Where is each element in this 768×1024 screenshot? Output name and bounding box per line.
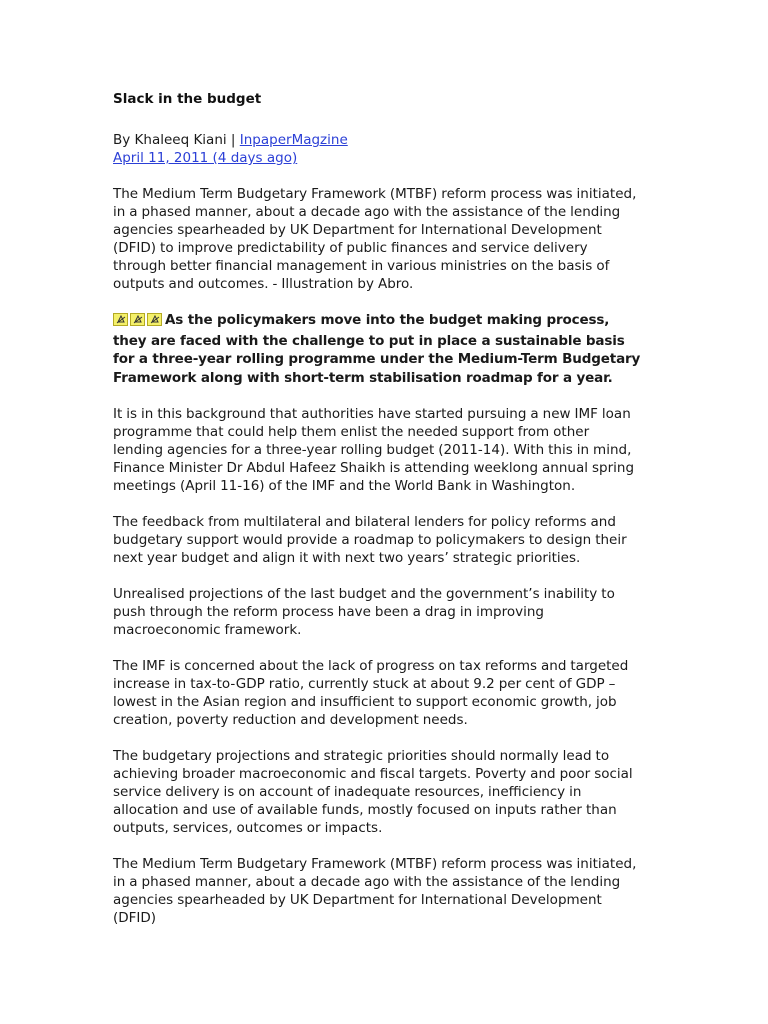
body-paragraph: It is in this background that authorities have started pursuing a new IMF loan programme that could help them enlist the needed support from other lending agencies for a three-year rolling budget (2011-14). With this in mind, Finance Minister Dr Abdul Hafeez Shaikh is attending weeklong annual spring meetings (April 11-16) of the IMF and the World Bank in Washington. [113,406,635,494]
intro-paragraph: The Medium Term Budgetary Framework (MTBF) reform process was initiated, in a phased manner, about a decade ago with the assistance of the lending agencies spearheaded by UK Department for International Development (DFID) to improve predictability of public finances and service delivery through better financial management in various ministries on the basis of outputs and outcomes. - Illustration by Abro. [113,186,637,292]
lead-text: As the policymakers move into the budget making process, they are faced with the challenge to put in place a sustainable basis for a three-year rolling programme under the Medium-Term Budgetary Framework along with short-term stabilisation roadmap for a year. [113,312,641,386]
byline-source-link[interactable]: InpaperMagzine [239,132,348,148]
body-paragraph: The feedback from multilateral and bilateral lenders for policy reforms and budgetary support would provide a roadmap to policymakers to design their next year budget and align it with next two years’ strategic priorities. [113,514,627,566]
body-paragraph: The budgetary projections and strategic priorities should normally lead to achieving broader macroeconomic and fiscal targets. Poverty and poor social service delivery is on account of inadequate resources, inefficiency in allocation and use of available funds, mostly focused on inputs rather than outputs, services, outcomes or impacts. [113,748,633,836]
placeholder-image-icon [113,313,128,326]
placeholder-image-icon [130,313,145,326]
placeholder-image-icon [147,313,162,326]
byline [113,131,643,149]
byline-author: By Khaleeq Kiani | [113,132,240,148]
article-title: Slack in the budget [113,91,262,107]
body-paragraph: The IMF is concerned about the lack of progress on tax reforms and targeted increase in tax-to-GDP ratio, currently stuck at about 9.2 per cent of GDP – lowest in the Asian region and insufficient to support economic growth, job creation, poverty reduction and development needs. [113,658,629,728]
date-link[interactable]: April 11, 2011 (4 days ago) [113,150,298,166]
article [113,90,643,945]
body-paragraph: The Medium Term Budgetary Framework (MTBF) reform process was initiated, in a phased manner, about a decade ago with the assistance of the lending agencies spearheaded by UK Department for International Development (DFID) [113,856,637,926]
lead-paragraph [113,311,643,387]
dateline [113,149,643,167]
body-paragraph: Unrealised projections of the last budget and the government’s inability to push through the reform process have been a drag in improving macroeconomic framework. [113,586,615,638]
placeholder-icons [113,313,164,332]
